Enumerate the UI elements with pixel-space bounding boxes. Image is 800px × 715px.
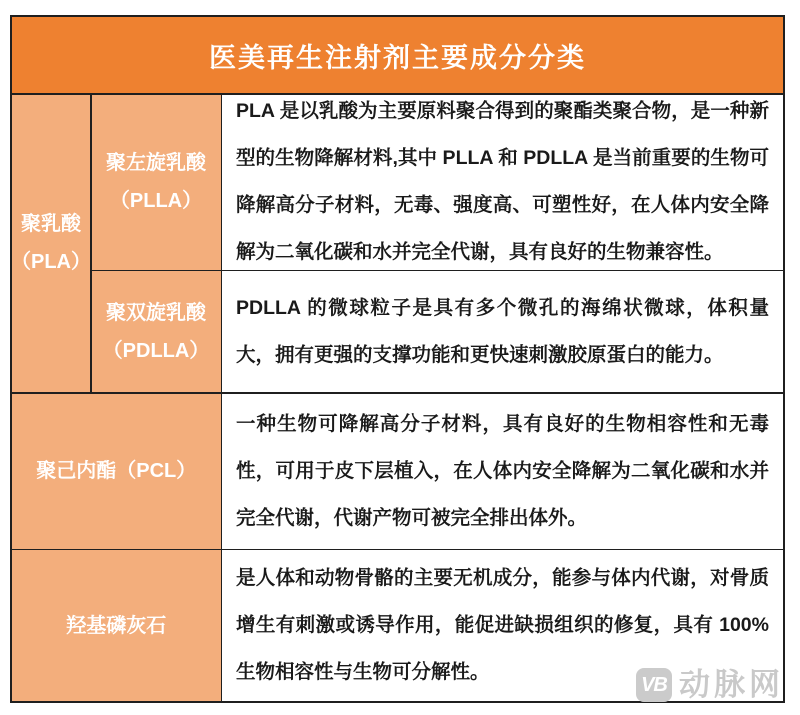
cell-description-hydroxyapatite: 是人体和动物骨骼的主要无机成分，能参与体内代谢，对骨质增生有刺激或诱导作用，能促进缺损组织的修复，具有 100%生物相容性与生物可分解性。 — [222, 550, 783, 701]
vb-logo-icon — [636, 668, 672, 702]
cell-category-pla: 聚乳酸（PLA） — [12, 95, 90, 393]
cell-description-plla: PLA 是以乳酸为主要原料聚合得到的聚酯类聚合物，是一种新型的生物降解材料,其中 PLLA 和 PDLLA 是当前重要的生物可降解高分子材料，无毒、强度高、可塑性好，在人体内安全降解为二氧化碳和水并完全代谢，具有良好的生物兼容性。 — [222, 95, 783, 270]
cell-category-hydroxyapatite: 羟基磷灰石 — [12, 550, 221, 701]
watermark-brand: 动脉网 — [679, 667, 784, 702]
vcbeat-watermark — [636, 668, 784, 702]
cell-description-pdlla: PDLLA 的微球粒子是具有多个微孔的海绵状微球，体积量大，拥有更强的支撑功能和更快速刺激胶原蛋白的能力。 — [222, 271, 783, 392]
cell-category-pcl: 聚己内酯（PCL） — [12, 394, 221, 549]
composition-table — [10, 15, 785, 703]
cell-description-pcl: 一种生物可降解高分子材料，具有良好的生物相容性和无毒性，可用于皮下层植入，在人体内安全降解为二氧化碳和水并完全代谢，代谢产物可被完全排出体外。 — [222, 394, 783, 549]
cell-subtype-pdlla: 聚双旋乳酸（PDLLA） — [92, 271, 221, 392]
vb-logo-text: VB — [641, 673, 667, 696]
cell-subtype-plla: 聚左旋乳酸（PLLA） — [92, 95, 221, 270]
table-title: 医美再生注射剂主要成分分类 — [12, 17, 783, 93]
